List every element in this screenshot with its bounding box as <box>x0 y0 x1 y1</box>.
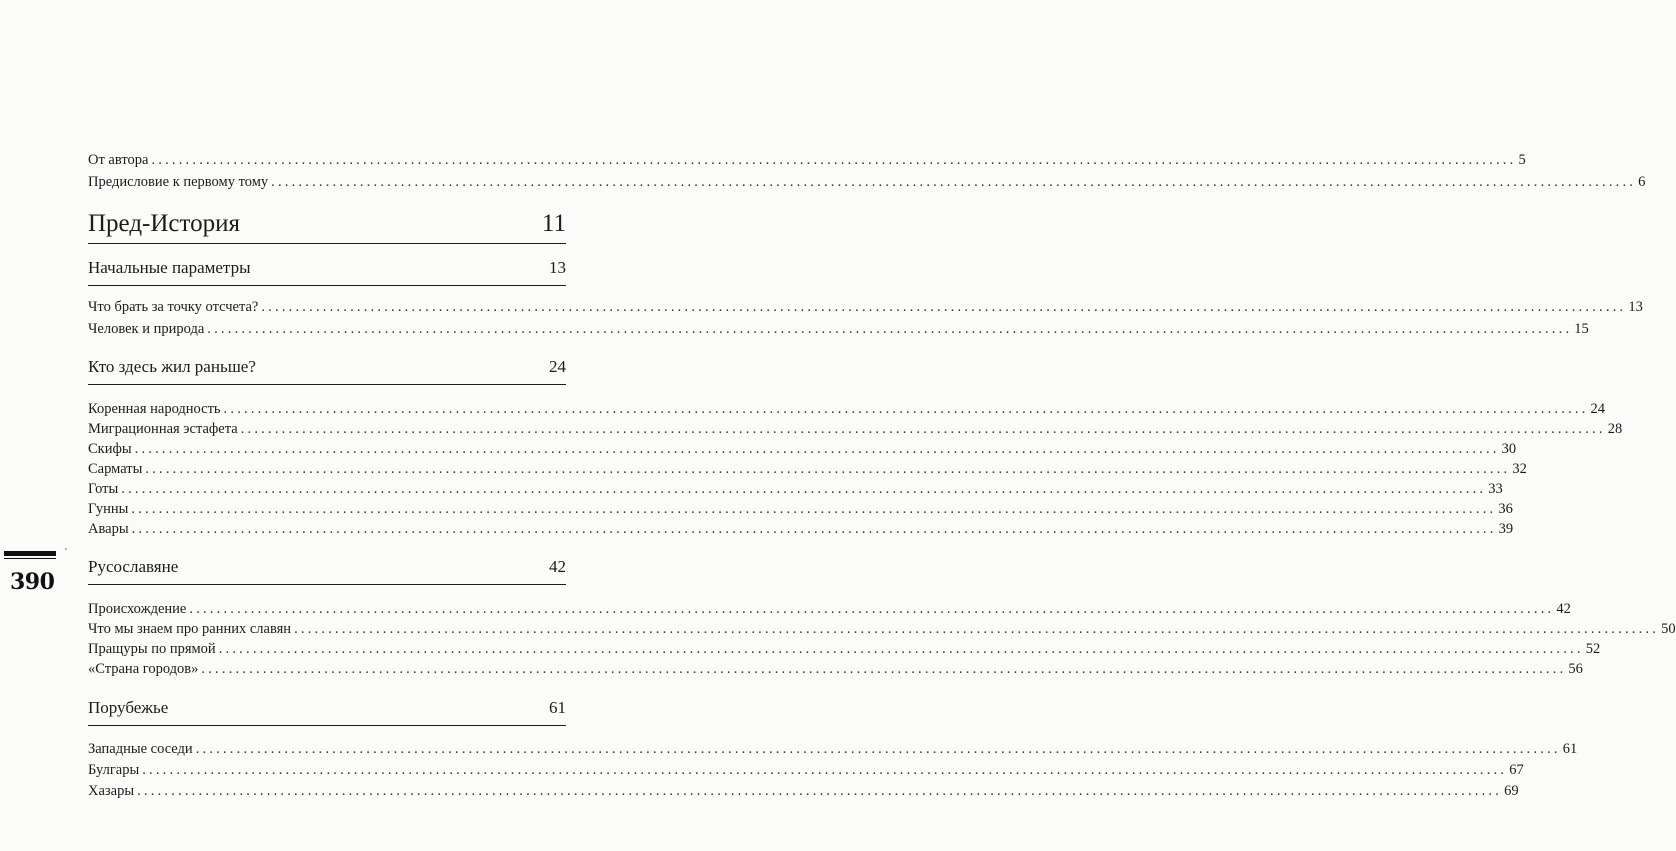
chapter-page: 61 <box>549 698 566 717</box>
leader-dots: ........................................................................................................................................................................................................ <box>189 601 1555 617</box>
chapter-page: 13 <box>549 258 566 277</box>
print-speck <box>65 548 67 550</box>
toc-entry-label: Миграционная эстафета <box>88 421 238 437</box>
toc-entry-label: Булгары <box>88 762 140 778</box>
toc-entry-page: 42 <box>1556 601 1571 617</box>
toc-entry-label: «Страна городов» <box>88 661 199 677</box>
toc-entry <box>88 440 1517 459</box>
toc-entry <box>88 420 1623 439</box>
chapter-page: 24 <box>549 357 566 376</box>
toc-entry-page: 24 <box>1590 401 1606 417</box>
toc-entry-label: Что брать за точку отсчета? <box>88 299 259 315</box>
toc-entry-page: 36 <box>1498 501 1513 517</box>
chapter-heading <box>88 556 566 585</box>
toc-entry-page: 67 <box>1509 762 1524 778</box>
part-heading <box>88 208 566 244</box>
toc-entry-page: 52 <box>1585 641 1601 657</box>
toc-entry <box>88 600 1571 619</box>
toc-entry <box>88 320 1589 339</box>
chapter-heading <box>88 257 566 286</box>
toc-entry <box>88 500 1513 519</box>
leader-dots: ........................................................................................................................................................................................................ <box>223 401 1589 417</box>
leader-dots: ........................................................................................................................................................................................................ <box>131 521 1497 537</box>
part-page: 11 <box>541 210 566 237</box>
toc-entry-page: 56 <box>1568 661 1583 677</box>
leader-dots: ........................................................................................................................................................................................................ <box>294 621 1660 637</box>
toc-entry <box>88 400 1606 419</box>
toc-entry-label: Скифы <box>88 441 132 457</box>
toc-entry-label: Человек и природа <box>88 321 205 337</box>
chapter-title: Порубежье <box>88 698 169 717</box>
leader-dots: ........................................................................................................................................................................................................ <box>121 481 1487 497</box>
leader-dots: ........................................................................................................................................................................................................ <box>137 783 1503 799</box>
leader-dots: ........................................................................................................................................................................................................ <box>131 501 1497 517</box>
leader-dots: ........................................................................................................................................................................................................ <box>134 441 1500 457</box>
toc-entry <box>88 480 1503 499</box>
toc-entry-label: От автора <box>88 152 149 168</box>
toc-entry <box>88 782 1519 801</box>
leader-dots: ........................................................................................................................................................................................................ <box>207 321 1573 337</box>
leader-dots: ........................................................................................................................................................................................................ <box>145 461 1511 477</box>
toc-entry-label: Что мы знаем про ранних славян <box>88 621 292 637</box>
leader-dots: ........................................................................................................................................................................................................ <box>142 762 1508 778</box>
toc-entry-label: Пращуры по прямой <box>88 641 216 657</box>
toc-entry-label: Западные соседи <box>88 741 193 757</box>
leader-dots: ........................................................................................................................................................................................................ <box>201 661 1567 677</box>
toc-entry-page: 69 <box>1504 783 1519 799</box>
toc-entry <box>88 761 1524 780</box>
toc-entry-page: 5 <box>1518 152 1526 168</box>
chapter-page: 42 <box>549 557 566 576</box>
toc-entry-label: Происхождение <box>88 601 187 617</box>
toc-entry-page: 33 <box>1488 481 1503 497</box>
toc-entry-page: 13 <box>1628 299 1643 315</box>
toc-entry <box>88 460 1527 479</box>
chapter-heading <box>88 697 566 726</box>
chapter-title: Кто здесь жил раньше? <box>88 357 256 376</box>
toc-entry-label: Авары <box>88 521 129 537</box>
toc-entry <box>88 620 1676 639</box>
toc-entry-page: 32 <box>1512 461 1527 477</box>
toc-entry <box>88 298 1643 317</box>
leader-dots: ........................................................................................................................................................................................................ <box>195 741 1561 757</box>
toc-entry-label: Готы <box>88 481 119 497</box>
toc-entry-page: 28 <box>1607 421 1623 437</box>
toc-entry <box>88 520 1514 539</box>
toc-entry <box>88 660 1583 679</box>
toc-entry-label: Гунны <box>88 501 129 517</box>
toc-entry-page: 39 <box>1498 521 1514 537</box>
chapter-title: Русославяне <box>88 557 179 576</box>
chapter-heading <box>88 356 566 385</box>
toc-entry-label: Сарматы <box>88 461 143 477</box>
leader-dots: ........................................................................................................................................................................................................ <box>218 641 1584 657</box>
toc-entry-page: 6 <box>1638 174 1646 190</box>
toc-entry <box>88 151 1526 170</box>
chapter-title: Начальные параметры <box>88 258 251 277</box>
toc-entry-page: 50 <box>1661 621 1676 637</box>
leader-dots: ........................................................................................................................................................................................................ <box>271 174 1637 190</box>
leader-dots: ........................................................................................................................................................................................................ <box>240 421 1606 437</box>
toc-entry-page: 61 <box>1562 741 1578 757</box>
toc-entry <box>88 740 1578 759</box>
toc-entry-page: 15 <box>1574 321 1589 337</box>
folio-rule <box>4 558 56 559</box>
page-number: 390 <box>10 569 55 595</box>
toc-entry-label: Коренная народность <box>88 401 221 417</box>
leader-dots: ........................................................................................................................................................................................................ <box>151 152 1517 168</box>
toc-entry-page: 30 <box>1501 441 1517 457</box>
toc-entry-label: Хазары <box>88 783 135 799</box>
folio-rule <box>4 551 56 556</box>
part-title: Пред-История <box>88 210 240 237</box>
toc-entry <box>88 173 1646 192</box>
page-folio <box>0 551 56 595</box>
toc-entry <box>88 640 1601 659</box>
leader-dots: ........................................................................................................................................................................................................ <box>261 299 1627 315</box>
toc-entry-label: Предисловие к первому тому <box>88 174 269 190</box>
